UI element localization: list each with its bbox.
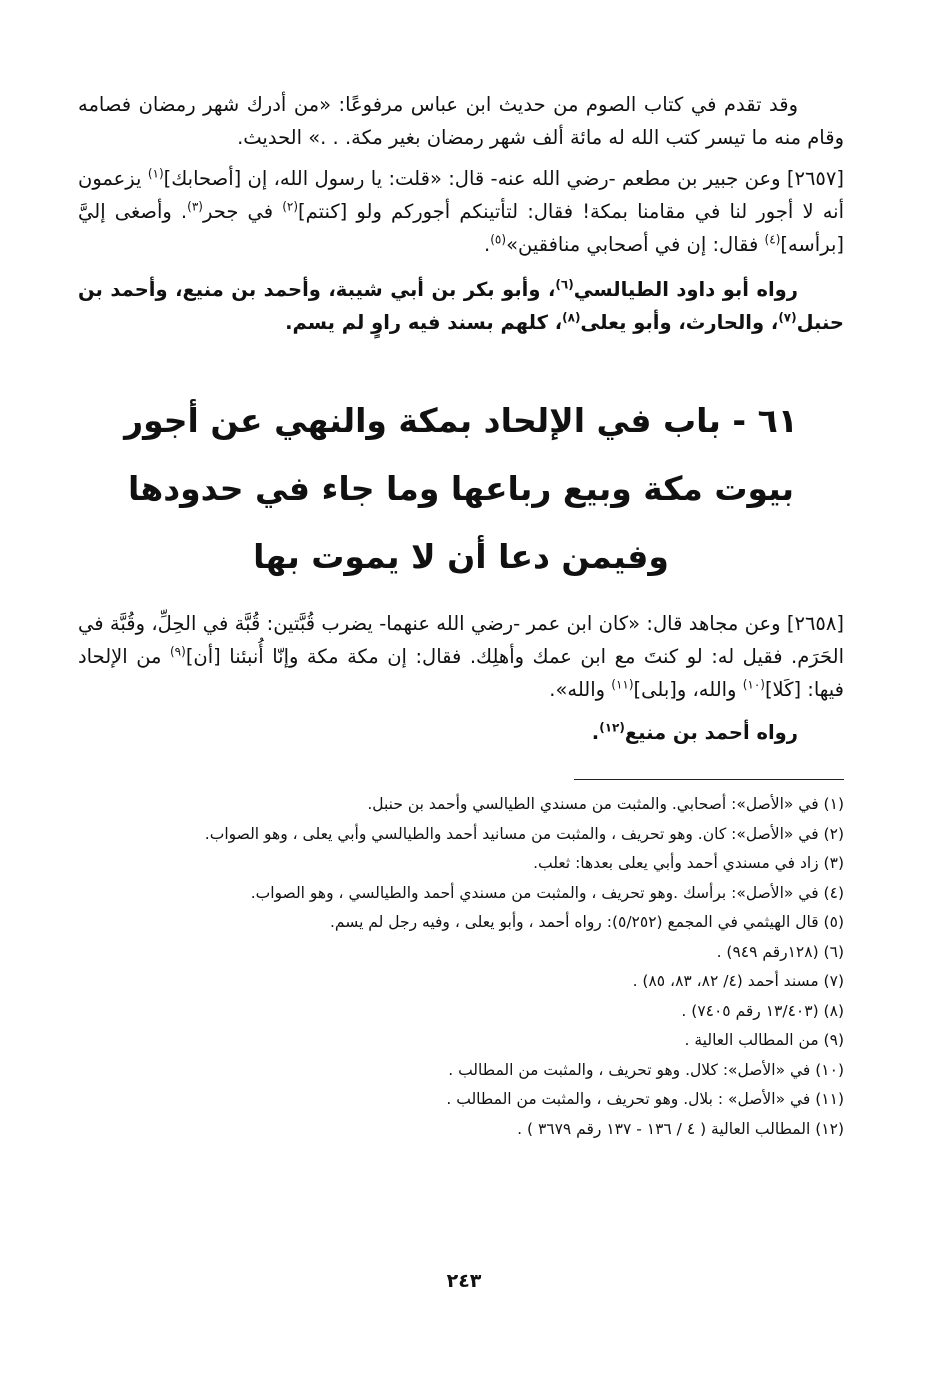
footnote-ref-5[interactable]: (٥) <box>490 232 507 247</box>
footnote-9: (٩) من المطالب العالية . <box>684 1031 844 1049</box>
narration-2657 <box>78 273 844 339</box>
chapter-heading-line-1: ٦١ - باب في الإلحاد بمكة والنهي عن أجور <box>124 401 798 440</box>
chapter-heading-line-3: وفيمن دعا أن لا يموت بها <box>253 537 669 576</box>
footnote-ref-10[interactable]: (١٠) <box>742 677 765 692</box>
narration-2657-text-b: ، وأبو بكر بن أبي شيبة، وأحمد بن منيع، وأحمد بن حنبل <box>78 278 844 334</box>
footnote-ref-12[interactable]: (١٢) <box>599 720 625 735</box>
hadith-2657-text-b: يزعمون أنه لا أجور لنا في مقامنا بمكة! فقال: لتأتينكم أجوركم ولو [كنتم] <box>78 167 844 223</box>
page-number: ٢٤٣ <box>446 1270 482 1292</box>
footnote-1: (١) في «الأصل»: أصحابي. والمثبت من مسندي الطيالسي وأحمد بن حنبل. <box>367 795 844 813</box>
footnote-ref-1[interactable]: (١) <box>147 166 164 181</box>
footnotes <box>78 790 844 1144</box>
hadith-2657 <box>78 162 844 261</box>
narration-2658-text-a: رواه أحمد بن منيع <box>624 721 798 744</box>
footnote-ref-7[interactable]: (٧) <box>778 310 797 325</box>
footnote-8: (٨) (١٣/٤٠٣ رقم ٧٤٠٥) . <box>681 1001 844 1020</box>
hadith-2657-text-d: . وأصغى إليَّ [برأسه] <box>78 200 844 256</box>
paragraph-intro <box>78 88 844 154</box>
narration-2658-text-b: . <box>591 721 600 744</box>
narration-2657-text-d: ، كلهم بسند فيه راوٍ لم يسم. <box>285 311 563 334</box>
hadith-2657-text-f: . <box>484 233 491 256</box>
hadith-2657-text-a: [٢٦٥٧] وعن جبير بن مطعم -رضي الله عنه- قال: «قلت: يا رسول الله، إن [أصحابك] <box>163 167 844 190</box>
chapter-heading-line-2: بيوت مكة وبيع رباعها وما جاء في حدودها <box>127 469 795 508</box>
paragraph-intro-text: وقد تقدم في كتاب الصوم من حديث ابن عباس مرفوعًا: «من أدرك شهر رمضان فصامه وقام منه ما تيسر كتب الله له مائة ألف شهر رمضان بغير مكة. . .» الحديث. <box>78 93 844 149</box>
footnote-5: (٥) قال الهيثمي في المجمع (٥/٢٥٢): رواه أحمد ، وأبو يعلى ، وفيه رجل لم يسم. <box>330 913 844 931</box>
footnote-ref-11[interactable]: (١١) <box>611 677 634 692</box>
footnote-divider <box>574 779 844 780</box>
footnote-ref-9[interactable]: (٩) <box>169 644 186 659</box>
footnote-2: (٢) في «الأصل»: كان. وهو تحريف ، والمثبت من مسانيد أحمد والطيالسي وأبي يعلى ، وهو الصواب. <box>204 824 844 843</box>
chapter-heading <box>78 387 844 591</box>
hadith-2658-text-c: والله، و[بلى] <box>633 678 743 701</box>
page-body <box>78 88 844 1144</box>
footnote-6: (٦) (١٢٨رقم ٩٤٩) . <box>716 942 844 961</box>
footnote-ref-6[interactable]: (٦) <box>555 277 574 292</box>
narration-2657-text-a: رواه أبو داود الطيالسي <box>573 278 798 301</box>
footnote-ref-2[interactable]: (٢) <box>282 199 299 214</box>
footnote-7: (٧) مسند أحمد (٤/ ٨٢، ٨٣، ٨٥) . <box>632 972 844 990</box>
footnote-4: (٤) في «الأصل»: برأسك .وهو تحريف ، والمثبت من مسندي أحمد والطيالسي ، وهو الصواب. <box>250 883 844 902</box>
hadith-2658-text-b: من الإلحاد فيها: [كَلا] <box>78 645 844 701</box>
footnote-ref-3[interactable]: (٣) <box>187 199 203 214</box>
footnote-10: (١٠) في «الأصل»: كلال. وهو تحريف ، والمثبت من المطالب . <box>448 1060 844 1079</box>
hadith-2658 <box>78 607 844 706</box>
narration-2658 <box>78 716 844 749</box>
footnote-ref-4[interactable]: (٤) <box>764 232 781 247</box>
footnote-3: (٣) زاد في مسندي أحمد وأبي يعلى بعدها: ثعلب. <box>533 854 844 872</box>
hadith-2658-text-d: والله». <box>549 678 612 701</box>
footnote-11: (١١) في «الأصل» : بلال. وهو تحريف ، والمثبت من المطالب . <box>446 1090 844 1108</box>
hadith-2658-text-a: [٢٦٥٨] وعن مجاهد قال: «كان ابن عمر -رضي الله عنهما- يضرب قُبَّتين: قُبَّة في الحِلِّ، وقُبَّة في الحَرَم. فقيل له: لو كنتَ مع ابن عمك وأهلِك. فقال: إن مكة مكة وإنّا أُنبئنا [أن] <box>78 612 844 668</box>
hadith-2657-text-c: في جحر <box>202 200 283 223</box>
narration-2657-text-c: ، والحارث، وأبو يعلى <box>580 311 779 334</box>
footnote-12: (١٢) المطالب العالية ( ٤ / ١٣٦ - ١٣٧ رقم ٣٦٧٩ ) . <box>517 1119 844 1138</box>
footnote-ref-8[interactable]: (٨) <box>562 310 581 325</box>
hadith-2657-text-e: فقال: إن في أصحابي منافقين» <box>506 233 765 256</box>
